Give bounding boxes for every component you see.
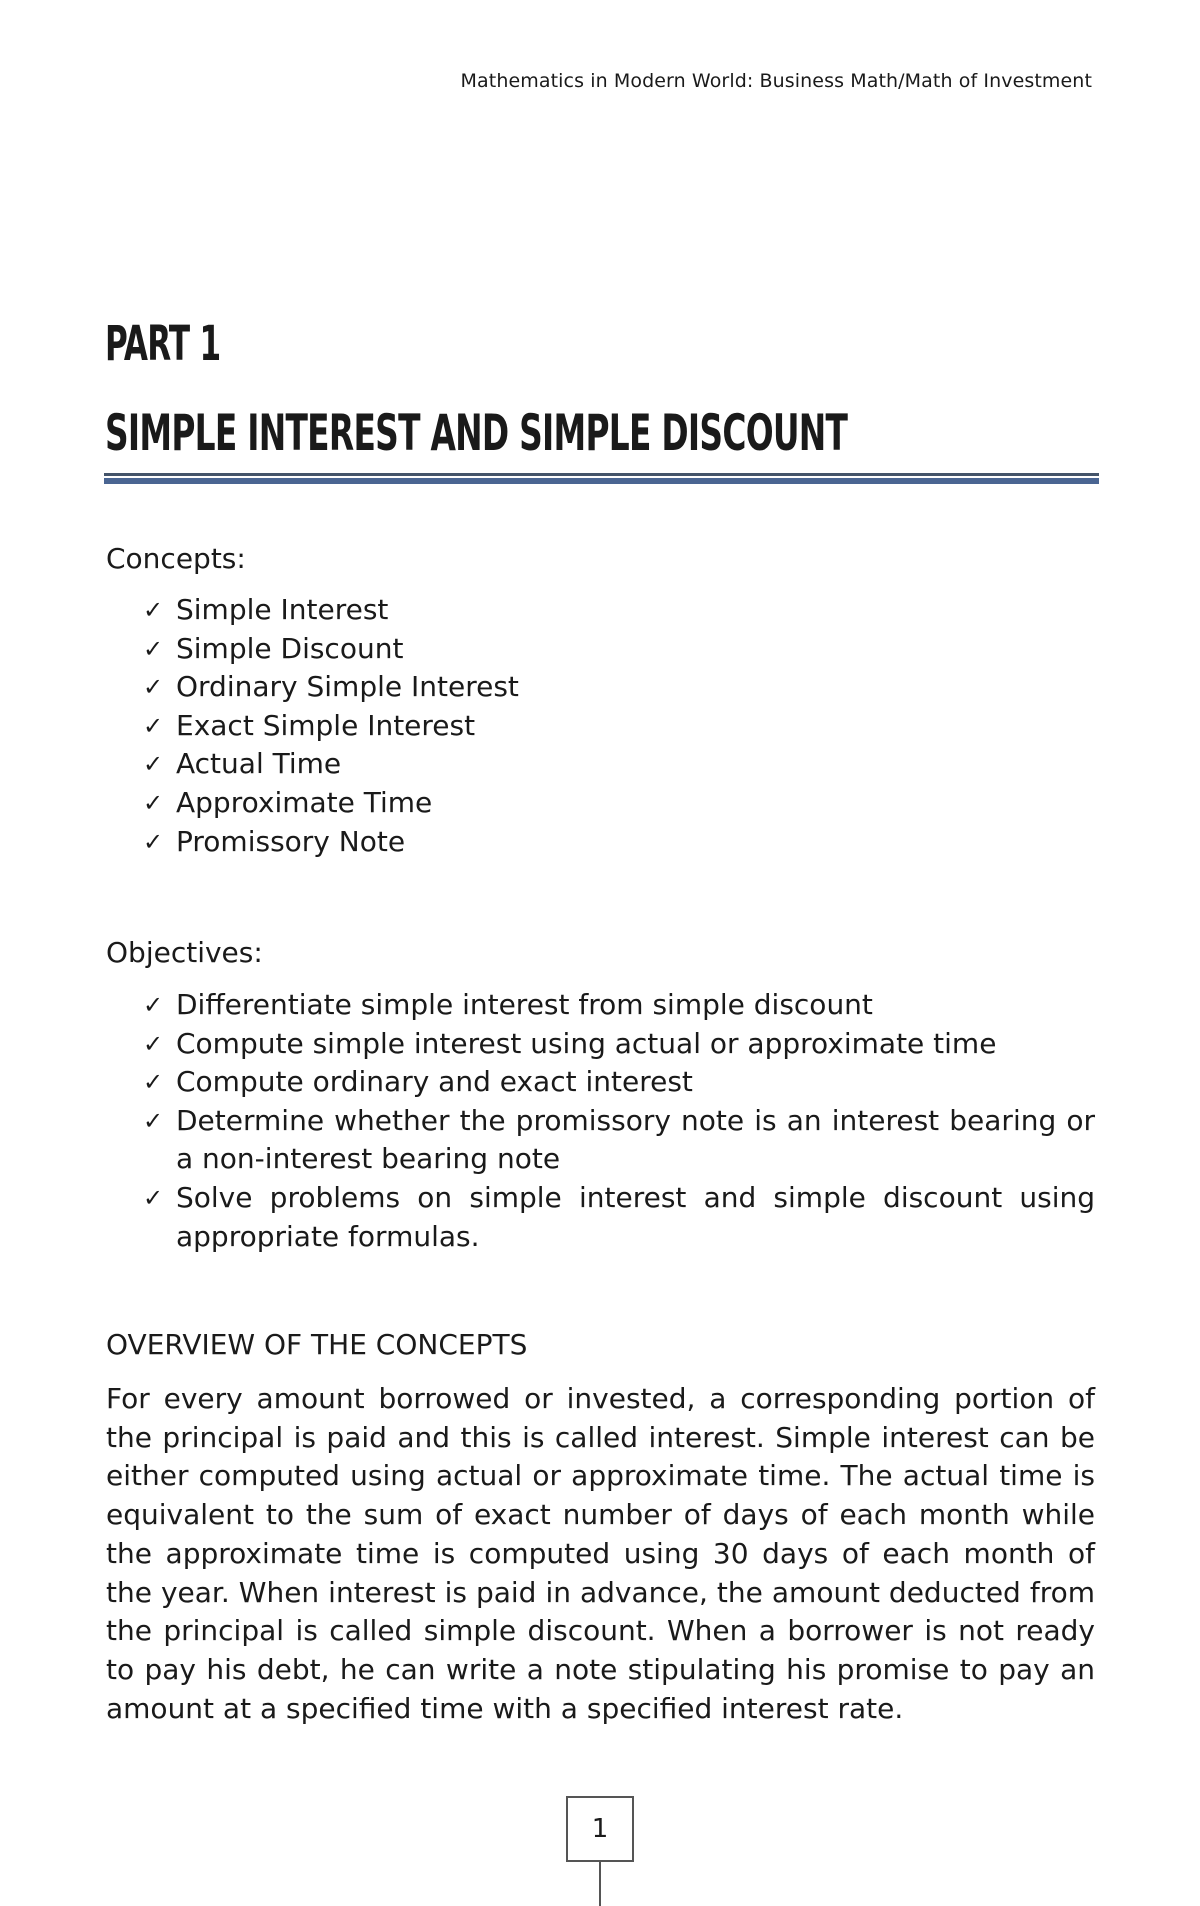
- check-icon: ✓: [143, 827, 164, 856]
- title-underline-thin: [104, 473, 1099, 476]
- concept-label: Exact Simple Interest: [176, 708, 476, 742]
- title-underline-thick: [104, 478, 1099, 484]
- objective-label: Differentiate simple interest from simple discount: [176, 988, 873, 1021]
- page-number-stem: [599, 1862, 601, 1906]
- overview-heading: OVERVIEW OF THE CONCEPTS: [106, 1328, 528, 1361]
- list-item: [140, 1025, 1095, 1064]
- check-icon: ✓: [143, 1068, 164, 1097]
- objective-label: Compute simple interest using actual or approximate time: [176, 1026, 997, 1060]
- objectives-label: Objectives:: [106, 936, 263, 969]
- list-item: [140, 630, 1095, 669]
- check-icon: ✓: [143, 788, 164, 817]
- objective-label: Determine whether the promissory note is an interest bearing or a non-interest bearing note: [176, 1103, 1095, 1176]
- list-item: [140, 707, 1095, 746]
- concept-label: Simple Interest: [176, 593, 389, 626]
- objective-label: Solve problems on simple interest and simple discount using appropriate formulas.: [176, 1180, 1095, 1253]
- concept-label: Actual Time: [176, 747, 342, 781]
- part-title: PART 1: [105, 316, 221, 372]
- check-icon: ✓: [143, 596, 164, 624]
- list-item: [140, 784, 1095, 823]
- objective-label: Compute ordinary and exact interest: [176, 1065, 693, 1099]
- list-item: [140, 668, 1095, 707]
- list-item: [140, 745, 1095, 784]
- check-icon: ✓: [143, 1029, 164, 1058]
- concept-label: Promissory Note: [176, 824, 406, 858]
- check-icon: ✓: [143, 711, 164, 740]
- running-header: Mathematics in Modern World: Business Math/Math of Investment: [460, 70, 1092, 92]
- chapter-title: SIMPLE INTEREST AND SIMPLE DISCOUNT: [105, 404, 848, 462]
- list-item: [140, 1102, 1095, 1179]
- check-icon: ✓: [143, 1183, 164, 1212]
- check-icon: ✓: [143, 634, 164, 663]
- list-item: [140, 823, 1095, 862]
- concepts-label: Concepts:: [106, 542, 246, 575]
- list-item: [140, 591, 1095, 630]
- list-item: [140, 1063, 1095, 1102]
- concepts-list: [140, 591, 1095, 861]
- list-item: [140, 1179, 1095, 1256]
- concept-label: Simple Discount: [176, 631, 404, 665]
- check-icon: ✓: [143, 991, 164, 1019]
- concept-label: Approximate Time: [176, 785, 433, 819]
- check-icon: ✓: [143, 750, 164, 779]
- concept-label: Ordinary Simple Interest: [176, 670, 519, 704]
- check-icon: ✓: [143, 1106, 164, 1135]
- list-item: [140, 986, 1095, 1025]
- page-number: 1: [566, 1796, 634, 1862]
- objectives-list: [140, 986, 1095, 1256]
- check-icon: ✓: [143, 673, 164, 702]
- overview-paragraph: For every amount borrowed or invested, a corresponding portion of the principal is paid and this is called interest. Simple interest can be either computed using actual or approximate time. The actual time is equivalent to the sum of exact number of days of each month while the approximate time is computed using 30 days of each month of the year. When interest is paid in advance, the amount deducted from the principal is called simple discount. When a borrower is not ready to pay his debt, he can write a note stipulating his promise to pay an amount at a specified time with a specified interest rate.: [106, 1382, 1095, 1725]
